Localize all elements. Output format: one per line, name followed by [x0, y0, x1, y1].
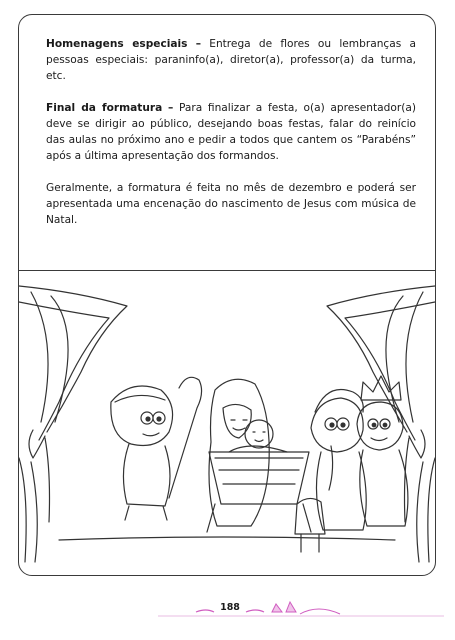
left-curtain [19, 286, 127, 562]
manger-with-baby [207, 420, 311, 532]
text-block [46, 36, 416, 244]
king-figure [357, 376, 408, 526]
child-figure [295, 498, 325, 552]
paragraph-closing: Geralmente, a formatura é feita no mês de dezembro e poderá ser apresentada uma encenação do nascimento de Jesus com música de Natal. [46, 182, 416, 226]
stage-floor [59, 537, 395, 540]
nativity-illustration [19, 272, 435, 574]
wise-man-figure [311, 390, 366, 531]
paragraph-final [46, 100, 416, 164]
page-number: 188 [220, 602, 240, 613]
body-homenagens: Entrega de flores ou lembranças a pessoas especiais: paraninfo(a), diretor(a), professor(a) da turma, etc. [46, 38, 416, 82]
dash: – [195, 38, 202, 50]
body-final: Para finalizar a festa, o(a) apresentador(a) deve se dirigir ao público, desejando boas festas, falar do reinício das aulas no próximo ano e pedir a todos que cantem os “Parabéns” após a última apresentação dos formandos. [46, 102, 416, 162]
section-divider [18, 270, 436, 271]
shepherd-figure [111, 377, 202, 520]
dash: – [167, 102, 174, 114]
heading-final: Final da formatura [46, 102, 163, 114]
heading-homenagens: Homenagens especiais [46, 38, 188, 50]
paragraph-homenagens [46, 36, 416, 84]
